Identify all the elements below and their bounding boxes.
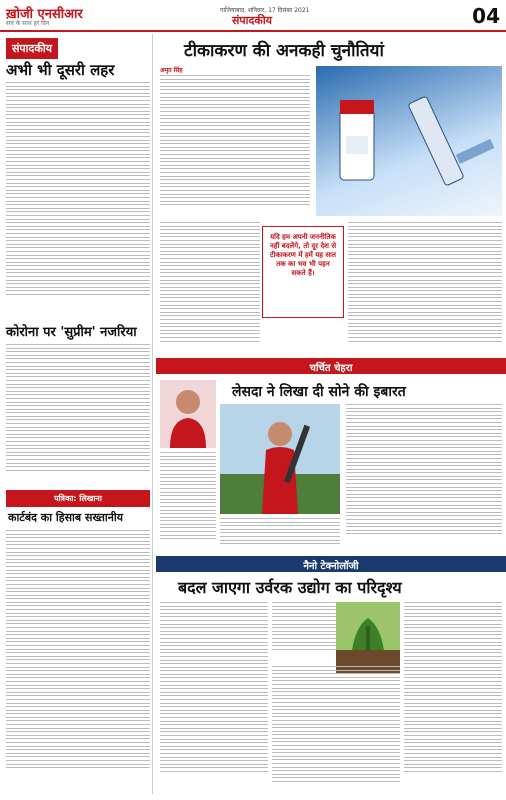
fertilizer-image [336, 602, 400, 674]
main-body-text-3 [348, 222, 502, 356]
feature-strip-charchit [156, 358, 506, 374]
left-headline-1: अभी भी दूसरी लहर [6, 61, 115, 79]
left-section-label: संपादकीय [6, 38, 58, 59]
left-box-title: पत्रिका: लिखाना [6, 490, 150, 507]
story3-body-text-2 [272, 602, 336, 662]
left-headline-3: कार्टबंद का हिसाब सख्तानीय [8, 511, 124, 524]
left-headline-2: कोरोना पर 'सुप्रीम' नजरिया [6, 325, 137, 340]
main-byline: अमृत सिंह [160, 67, 183, 74]
story3-headline: बदल जाएगा उर्वरक उद्योग का परिदृश्य [178, 578, 402, 597]
feature-strip-nano [156, 556, 506, 572]
pull-quote: यदि हम अपनी जननीतिक नहीं बदलेंगे, तो दूर देश से टीकाकरण में हमें यह सात तक का भव भी पहन सकते हैं। [262, 226, 344, 318]
vaccine-image [316, 66, 502, 216]
dateline: गाजियाबाद, शनिवार, 17 दिसंबर 2021 [220, 7, 310, 14]
story2-body-text-1 [160, 452, 216, 552]
story3-body-text-1 [160, 602, 268, 794]
feature-strip-label: चर्चित चेहरा [309, 363, 353, 374]
brand-logo: ख़ोजी एनसीआर [6, 7, 83, 22]
main-headline: टीकाकरण की अनकही चुनौतियां [184, 41, 384, 61]
left-body-text-3 [6, 530, 150, 794]
athlete-portrait [160, 380, 216, 448]
story3-body-text-3 [272, 666, 400, 794]
athlete-photo [220, 404, 340, 514]
tagline: सच के साथ हर दिन [6, 20, 50, 27]
main-body-text-1 [160, 75, 310, 217]
main-body-text-2 [160, 222, 260, 356]
story2-body-text-2 [346, 404, 502, 552]
story3-body-text-4 [404, 602, 502, 794]
feature-strip-nano-label: नैनो टेक्नोलॉजी [303, 561, 359, 572]
story2-body-text-3 [220, 518, 340, 552]
page-number: 04 [472, 4, 500, 28]
story2-headline: लेसदा ने लिखा दी सोने की इबारत [232, 384, 406, 400]
column-divider [152, 34, 153, 794]
masthead [0, 0, 506, 32]
left-body-text-2 [6, 344, 150, 484]
left-body-text-1 [6, 82, 150, 318]
section-name: संपादकीय [232, 14, 273, 27]
